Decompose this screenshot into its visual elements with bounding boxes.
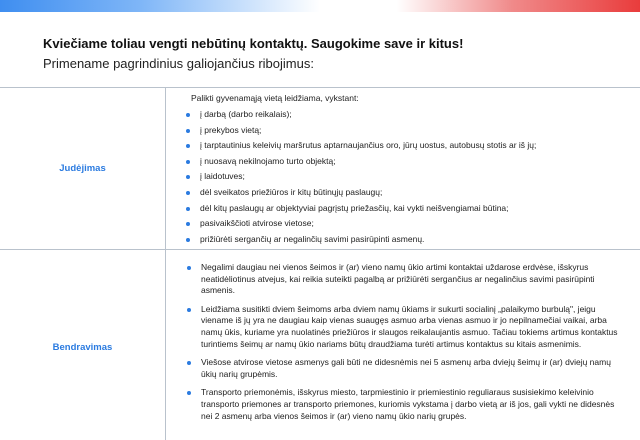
list-item: į tarptautinius keleivių maršrutus aptarnaujančius oro, jūrų uostus, autobusų stotis ar iš jų; [184,138,624,154]
list-item: į nuosavą nekilnojamo turto objektą; [184,154,624,170]
movement-intro: Palikti gyvenamąją vietą leidžiama, vykstant: [191,93,359,103]
header-gradient-bar [0,0,640,12]
movement-list [184,107,624,247]
list-item: prižiūrėti sergančių ar negalinčių savimi pasirūpinti asmenų. [184,232,624,248]
table-row-divider [0,249,640,250]
page-subheadline: Primename pagrindinius galiojančius ribojimus: [43,56,314,71]
list-item: Leidžiama susitikti dviem šeimoms arba dviem namų ūkiams ir sukurti socialinį „palaikymo burbulą", jeigu viename iš jų yra ne daugiau kaip vienas suaugęs asmuo arba vienas asmuo ir jo nepilnamečiai vaikai, arba namų ūkis, kuriame yra nuolatinės priežiūros ir slaugos reikalaujantis asmuo. Tačiau tokiems artimus kontaktus turintiems šeimų ar namų ūkio nariams būtų draudžiama turėti artimus kontaktus su kitais asmenimis. [184,304,624,350]
list-item: Negalimi daugiau nei vienos šeimos ir (ar) vieno namų ūkio artimi kontaktai uždarose erdvėse, išskyrus neatidėliotinus atvejus, kai reikia suteikti pagalbą ar prižiūrėti sergančius ar negalinčius savimi pasirūpinti asmenis. [184,262,624,297]
list-item: į laidotuves; [184,169,624,185]
list-item: pasivaikščioti atvirose vietose; [184,216,624,232]
section-label-movement: Judėjimas [59,163,106,174]
list-item: į prekybos vietą; [184,123,624,139]
section-label-communication: Bendravimas [52,342,113,353]
page-headline: Kviečiame toliau vengti nebūtinų kontaktų. Saugokime save ir kitus! [43,36,464,51]
list-item: Viešose atvirose vietose asmenys gali būti ne didesnėmis nei 5 asmenų arba dviejų šeimų ir (ar) dviejų namų ūkių narių grupėmis. [184,357,624,380]
table-column-divider [165,87,166,440]
list-item: į darbą (darbo reikalais); [184,107,624,123]
list-item: dėl kitų paslaugų ar objektyviai pagrįstų priežasčių, kai vykti neišvengiamai būtina; [184,201,624,217]
list-item: Transporto priemonėmis, išskyrus miesto, tarpmiestinio ir priemiestinio reguliaraus susisiekimo keleivinio transporto priemones ar transporto priemones, kuriomis vykstama į darbo vietą ar iš jos, gali vykti ne didesnės nei 2 asmenų arba vienos šeimos ir (ar) vieno namų ūkio narių grupės. [184,387,624,422]
list-item: dėl sveikatos priežiūros ir kitų būtinųjų paslaugų; [184,185,624,201]
communication-list [184,262,624,429]
table-top-divider [0,87,640,88]
